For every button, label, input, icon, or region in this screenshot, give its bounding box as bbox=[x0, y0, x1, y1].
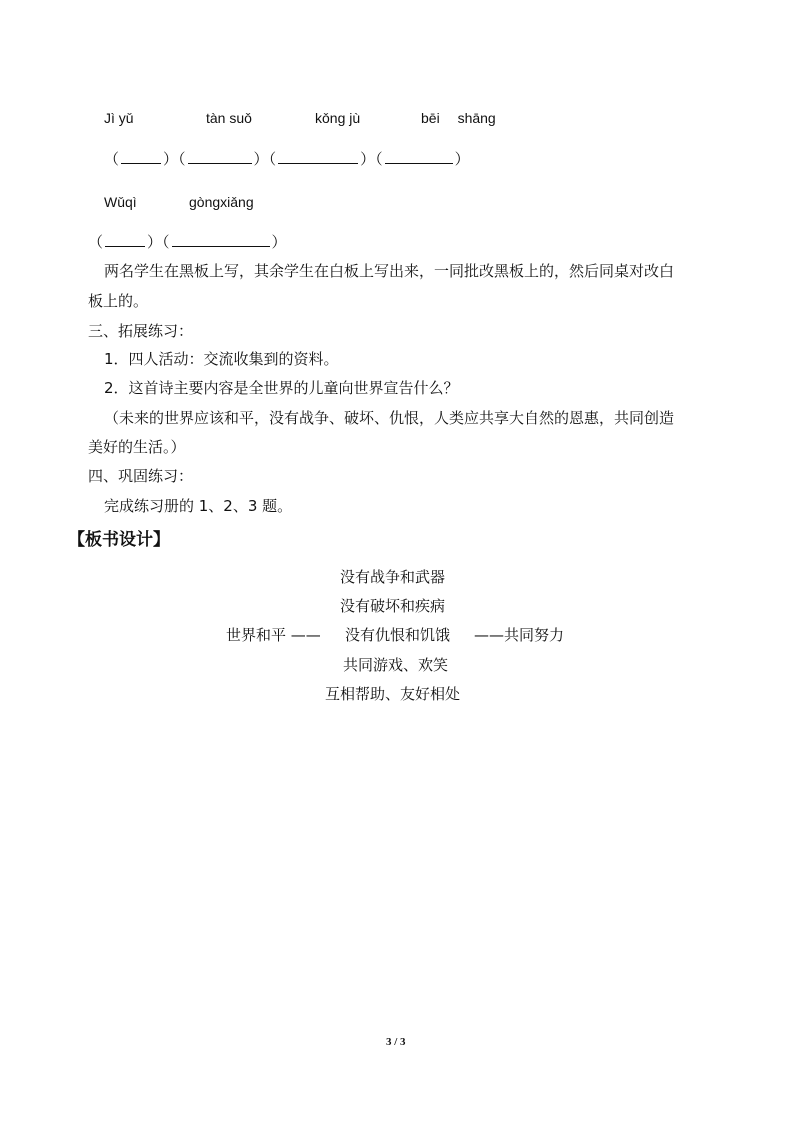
page-number: 3 / 3 bbox=[386, 1036, 406, 1048]
answer-blank[interactable] bbox=[188, 149, 252, 164]
section-4-title: 四、巩固练习： bbox=[88, 467, 194, 485]
pinyin-jiyu: Jì yǔ bbox=[104, 110, 134, 126]
section-3-answer-cont: 美好的生活。） bbox=[88, 438, 186, 456]
instruction-text: 两名学生在黑板上写，其余学生在白板上写出来，一同批改黑板上的，然后同桌对改白 bbox=[104, 262, 675, 280]
answer-blanks-row-1: （ ）（ ）（ ）（ ） bbox=[104, 150, 470, 168]
pinyin-gongxiang: gòngxiǎng bbox=[189, 194, 254, 210]
section-4-item: 完成练习册的 1、2、3 题。 bbox=[104, 497, 293, 515]
instruction-text-cont: 板上的。 bbox=[88, 292, 149, 310]
board-line-2: 没有破坏和疾病 bbox=[340, 597, 446, 615]
board-line-5: 互相帮助、友好相处 bbox=[325, 685, 461, 703]
answer-blank[interactable] bbox=[121, 149, 161, 164]
section-3-answer: （未来的世界应该和平，没有战争、破坏、仇恨，人类应共享大自然的恩惠，共同创造 bbox=[104, 409, 675, 427]
answer-blank[interactable] bbox=[105, 232, 145, 247]
pinyin-kongju: kǒng jù bbox=[315, 110, 361, 126]
pinyin-beishang: bēi shāng bbox=[421, 110, 496, 126]
answer-blank[interactable] bbox=[172, 232, 270, 247]
board-line-1: 没有战争和武器 bbox=[340, 568, 446, 586]
board-left: 世界和平 —— bbox=[226, 626, 321, 644]
board-design-heading: 【板书设计】 bbox=[68, 530, 170, 550]
answer-blank[interactable] bbox=[278, 149, 358, 164]
board-center: 没有仇恨和饥饿 bbox=[345, 626, 451, 644]
pinyin-wuqi: Wǔqì bbox=[104, 194, 137, 210]
pinyin-tansuo: tàn suǒ bbox=[206, 110, 252, 126]
board-line-4: 共同游戏、欢笑 bbox=[343, 656, 449, 674]
board-right: ——共同努力 bbox=[474, 626, 565, 644]
answer-blank[interactable] bbox=[385, 149, 453, 164]
section-3-title: 三、拓展练习： bbox=[88, 322, 194, 340]
section-3-item-1: 1．四人活动：交流收集到的资料。 bbox=[104, 350, 339, 368]
section-3-item-2: 2．这首诗主要内容是全世界的儿童向世界宣告什么？ bbox=[104, 379, 459, 397]
answer-blanks-row-2: （ ）（ ） bbox=[88, 233, 287, 251]
